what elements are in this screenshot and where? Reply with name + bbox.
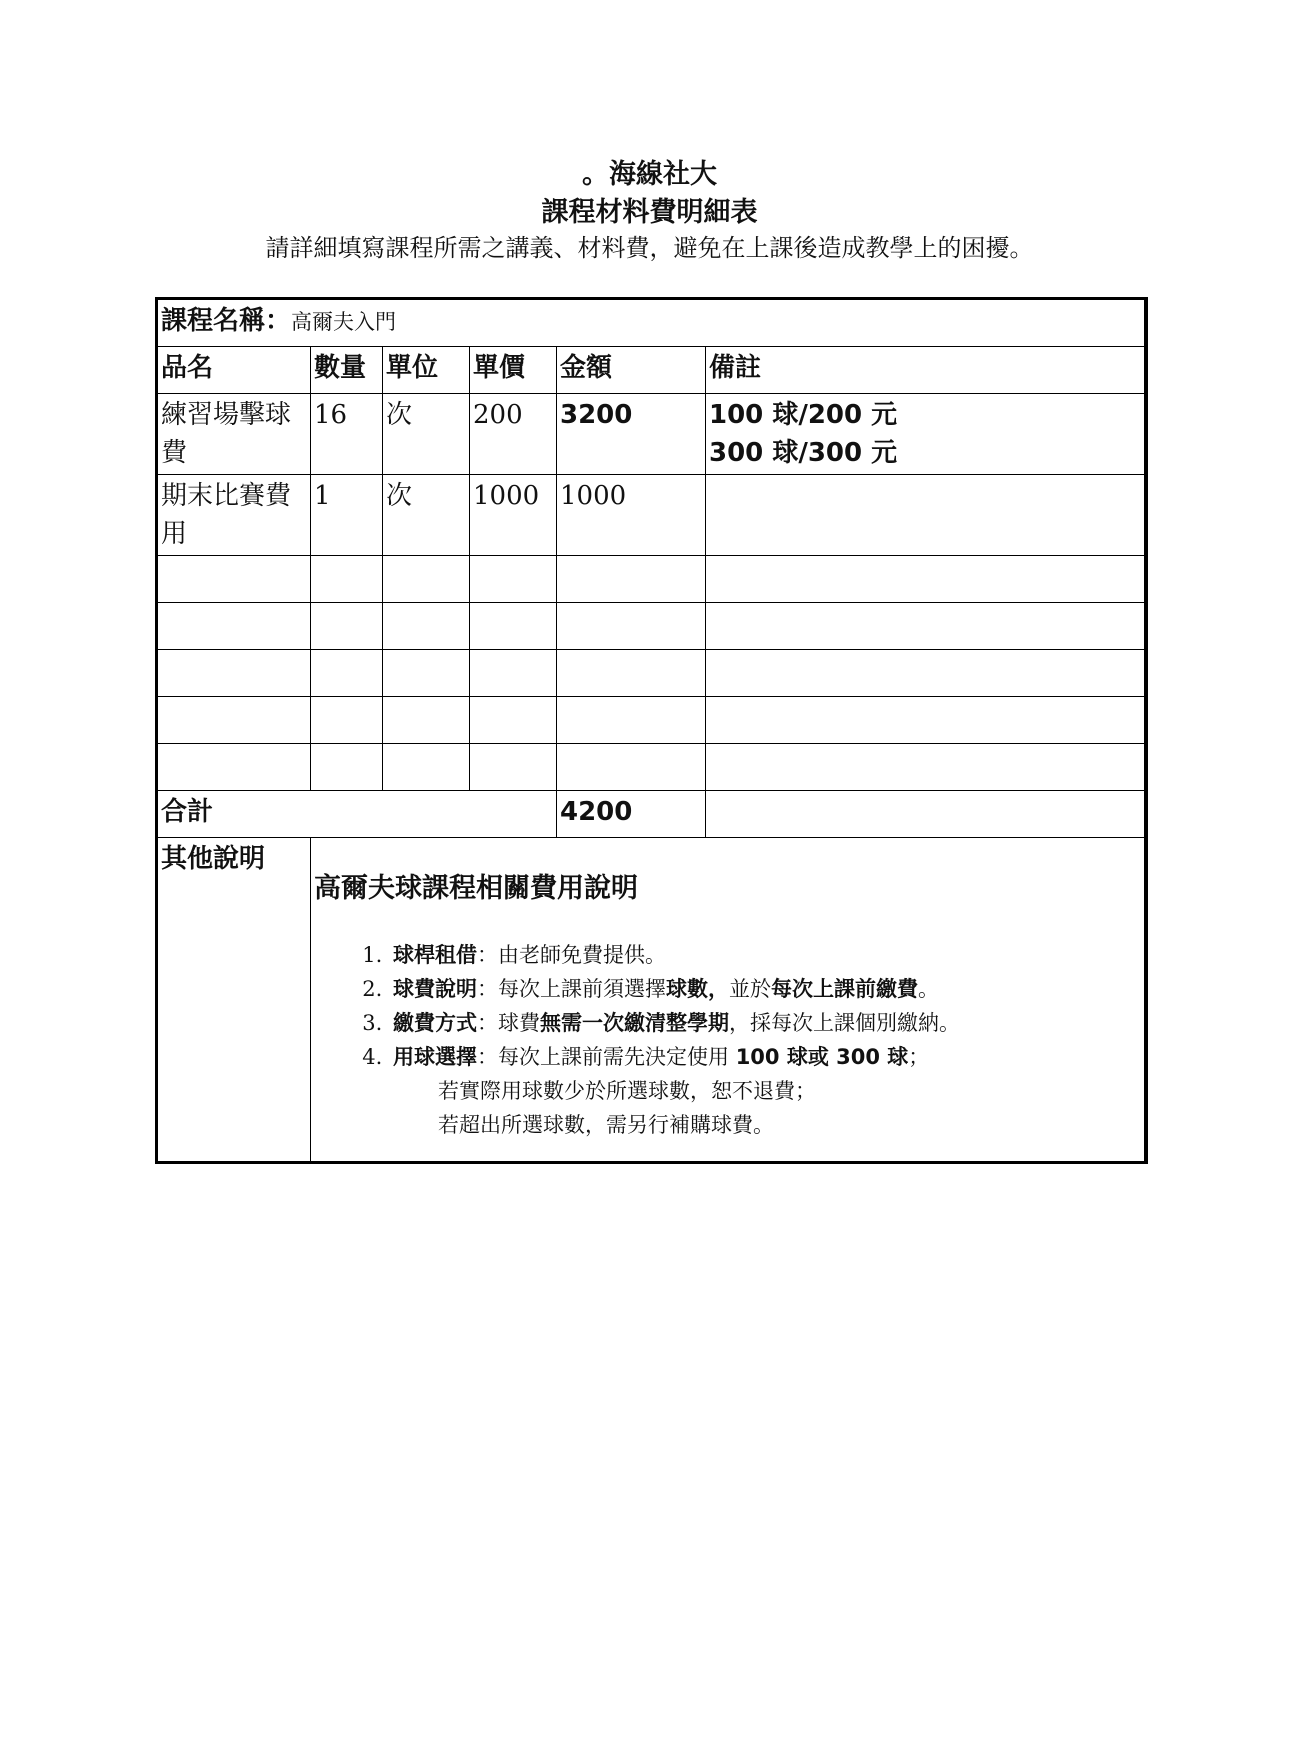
page-subtitle: 請詳細填寫課程所需之講義、材料費，避免在上課後造成教學上的困擾。 — [265, 234, 1034, 262]
course-name-label: 課程名稱： — [161, 306, 292, 336]
list-item: 3. 繳費方式：球費無需一次繳清整學期，採每次上課個別繳納。 — [389, 1006, 1141, 1040]
col-header-name: 品名 — [157, 347, 311, 394]
note-continuation: 若實際用球數少於所選球數，恕不退費； — [438, 1079, 816, 1103]
course-name-row — [157, 299, 1146, 347]
col-header-amount: 金額 — [557, 347, 706, 394]
item-price: 200 — [470, 394, 557, 475]
item-name: 期末比賽費用 — [157, 475, 311, 556]
table-row — [157, 394, 1146, 475]
list-item: 2. 球費說明：每次上課前須選擇球數，並於每次上課前繳費。 — [389, 972, 1141, 1006]
other-notes-content — [311, 838, 1146, 1163]
course-name-value: 高爾夫入門 — [291, 310, 397, 334]
list-item: 1. 球桿租借：由老師免費提供。 — [389, 938, 1141, 972]
item-unit: 次 — [383, 475, 470, 556]
other-notes-label: 其他說明 — [157, 838, 311, 1163]
table-row — [157, 475, 1146, 556]
notes-title: 高爾夫球課程相關費用說明 — [314, 873, 638, 904]
other-notes-row — [157, 838, 1146, 1163]
item-amount: 1000 — [557, 475, 706, 556]
total-label: 合計 — [157, 791, 557, 838]
total-amount: 4200 — [557, 791, 706, 838]
empty-row — [157, 650, 1146, 697]
empty-row — [157, 556, 1146, 603]
col-header-price: 單價 — [470, 347, 557, 394]
item-remark — [706, 394, 1146, 475]
list-item: 4. 用球選擇：每次上課前需先決定使用 100 球或 300 球； 若實際用球數少於所選球數，恕不退費； 若超出所選球數，需另行補購球費。 — [389, 1040, 1141, 1142]
item-unit: 次 — [383, 394, 470, 475]
material-fee-table — [155, 297, 1148, 1164]
note-continuation: 若超出所選球數，需另行補購球費。 — [438, 1113, 774, 1137]
item-remark-line: 300 球/300 元 — [709, 438, 898, 468]
notes-list — [314, 938, 1141, 1142]
org-name: 。海線社大 — [582, 159, 717, 190]
item-price: 1000 — [470, 475, 557, 556]
empty-row — [157, 697, 1146, 744]
col-header-unit: 單位 — [383, 347, 470, 394]
total-row — [157, 791, 1146, 838]
item-remark-line: 100 球/200 元 — [709, 400, 898, 430]
col-header-qty: 數量 — [311, 347, 383, 394]
empty-row — [157, 744, 1146, 791]
item-qty: 16 — [311, 394, 383, 475]
table-header-row — [157, 347, 1146, 394]
empty-row — [157, 603, 1146, 650]
page-title: 課程材料費明細表 — [541, 197, 758, 228]
item-qty: 1 — [311, 475, 383, 556]
item-amount: 3200 — [557, 394, 706, 475]
col-header-remark: 備註 — [706, 347, 1146, 394]
item-remark — [706, 475, 1146, 556]
item-name: 練習場擊球費 — [157, 394, 311, 475]
